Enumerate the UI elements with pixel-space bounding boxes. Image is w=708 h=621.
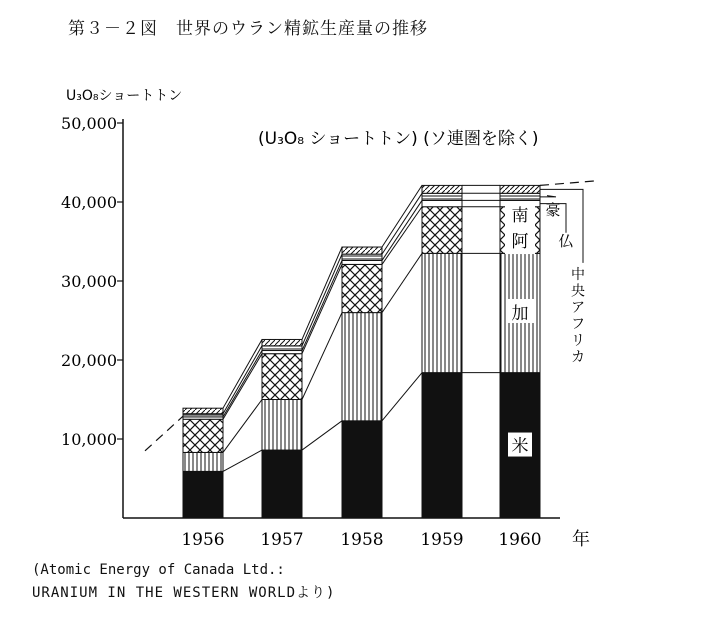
callout-label-char: 中 <box>571 266 585 283</box>
bar-segment <box>342 247 382 254</box>
y-ticks <box>61 114 123 449</box>
figure-title: 第３－２図 世界のウラン精鉱生産量の推移 <box>68 19 428 39</box>
bar-label: 南 <box>511 206 529 227</box>
x-tick-label: 1957 <box>260 530 304 550</box>
connector-line <box>382 200 422 260</box>
y-tick-label: 50,000 <box>61 114 117 133</box>
callout-label-char: ア <box>571 299 585 316</box>
bar-segment <box>183 452 223 471</box>
connector-line <box>302 260 342 350</box>
chart-title: (U₃O₈ ショートトン) (ソ連圏を除く) <box>258 129 539 149</box>
bar-segment <box>342 421 382 518</box>
bar-segment <box>183 471 223 518</box>
bar-segment <box>342 254 382 260</box>
x-tick-label: 1960 <box>498 530 542 550</box>
y-tick-label: 30,000 <box>61 272 117 291</box>
connector-line <box>302 254 342 346</box>
bar-segment <box>422 253 462 372</box>
bar-label: 阿 <box>511 232 529 253</box>
connector-line <box>223 450 262 471</box>
connector-line <box>302 264 342 353</box>
bar-segment <box>422 373 462 518</box>
connector-line <box>382 253 422 312</box>
bar-segment <box>422 193 462 200</box>
bar-segment <box>183 419 223 452</box>
callout-label-char: リ <box>571 332 585 349</box>
bar-segment <box>500 193 540 200</box>
extrapolation-after <box>540 181 598 186</box>
y-axis-label: U₃O₈ショートトン <box>66 88 183 104</box>
bar-segment <box>422 200 462 206</box>
bar-segment <box>183 408 223 414</box>
bar-label: 米 <box>511 436 529 457</box>
bar-label: 加 <box>511 303 529 324</box>
x-axis-label: 年 <box>572 529 590 550</box>
bar-segment <box>262 354 302 400</box>
x-tick-label: 1958 <box>340 530 384 550</box>
x-tick-label: 1959 <box>420 530 464 550</box>
bar-segment <box>422 185 462 193</box>
callout-line <box>540 196 556 197</box>
bar-segment <box>262 339 302 345</box>
bar-segment <box>342 313 382 421</box>
bar-segment <box>262 450 302 518</box>
bar-segment <box>262 346 302 351</box>
connector-line <box>223 339 262 408</box>
callout-label: 豪 <box>545 200 561 219</box>
callout-label-char: 央 <box>571 283 585 300</box>
bar-segment <box>422 207 462 254</box>
callout-label-char: フ <box>571 316 585 333</box>
callout-label-char: カ <box>571 349 585 366</box>
bar-segment <box>342 264 382 312</box>
connector-line <box>223 354 262 420</box>
connector-line <box>382 373 422 421</box>
bar-segment <box>342 260 382 264</box>
y-tick-label: 40,000 <box>61 193 117 212</box>
bars <box>183 185 540 518</box>
callout-label: 仏 <box>558 231 574 250</box>
extrapolation-before <box>145 416 183 451</box>
y-tick-label: 20,000 <box>61 351 117 370</box>
connector-line <box>302 421 342 450</box>
source-line-1: (Atomic Energy of Canada Ltd.: <box>32 562 285 578</box>
bar-segment <box>262 400 302 451</box>
connector-line <box>382 193 422 254</box>
x-tick-label: 1956 <box>181 530 225 550</box>
source-line-2: URANIUM IN THE WESTERN WORLDより) <box>32 585 336 601</box>
bar-segment <box>500 185 540 193</box>
y-tick-label: 10,000 <box>61 430 117 449</box>
connector-line <box>223 346 262 414</box>
